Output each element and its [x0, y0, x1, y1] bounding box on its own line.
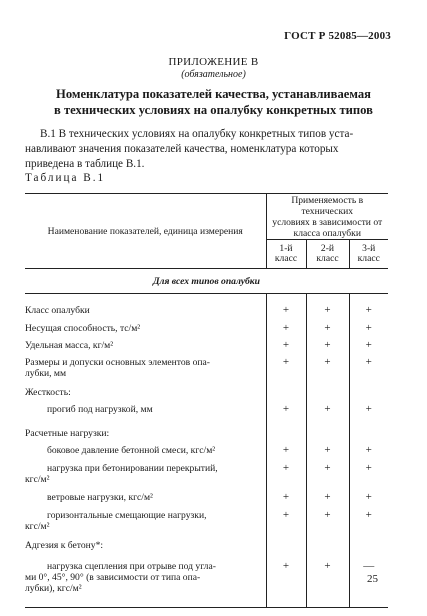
column-header-applicability: [266, 194, 388, 240]
class-2-mark: +: [306, 559, 349, 608]
row-name: [25, 426, 266, 443]
heading-line-1: Номенклатура показателей качества, устанавливаемая: [56, 87, 371, 101]
column-header-name: Наименование показателей, единица измерения: [25, 194, 266, 269]
paragraph-line-1: В.1 В технических условиях на опалубку конкретных типов уста-: [40, 128, 354, 140]
class-2-mark: +: [306, 402, 349, 426]
table-row: [25, 443, 388, 461]
class-1-mark: +: [282, 403, 290, 415]
class-1-mark: +: [282, 491, 290, 503]
class-1-mark: +: [282, 304, 290, 316]
class-3-mark: +: [365, 403, 372, 415]
column-header-class-3: [349, 240, 388, 269]
class-1-mark: [266, 385, 306, 402]
table-row: [25, 490, 388, 508]
class-3-number: 3-й: [362, 243, 376, 254]
row-name: [25, 508, 266, 538]
class-1-number: 1-й: [279, 243, 293, 254]
row-name-line: лубки), кгс/м²: [25, 583, 82, 594]
table-row: [25, 321, 388, 338]
class-1-mark: +: [266, 559, 306, 608]
row-name-line: Расчетные нагрузки:: [25, 428, 110, 439]
table-row: [25, 402, 388, 426]
class-1-mark: [266, 538, 306, 559]
table-row: [25, 385, 388, 402]
row-name-line: Размеры и допуски основных элементов опа-: [25, 357, 210, 368]
section-header: Для всех типов опалубки: [25, 269, 388, 294]
row-name-line: ми 0°, 45°, 90° (в зависимости от типа опа-: [25, 572, 201, 583]
page-number: 25: [367, 573, 378, 585]
row-name-line: боковое давление бетонной смеси, кгс/м²: [47, 445, 216, 456]
row-name: [25, 355, 266, 385]
class-3-mark: +: [365, 444, 372, 456]
row-name-line: Адгезия к бетону*:: [25, 540, 104, 551]
class-2-mark: +: [306, 355, 349, 385]
class-3-mark: +: [365, 509, 372, 521]
row-name-line: нагрузка при бетонировании перекрытий,: [47, 463, 218, 474]
class-2-mark: +: [306, 338, 349, 355]
applicability-header-line-1: Применяемость в технических: [291, 195, 364, 217]
row-name: [25, 538, 266, 559]
class-2-mark: [306, 385, 349, 402]
row-name: [25, 402, 266, 426]
table-row: [25, 355, 388, 385]
class-2-mark: [306, 426, 349, 443]
row-name-line: Жесткость:: [25, 387, 71, 398]
class-3-mark: —: [349, 559, 388, 608]
class-2-mark: +: [306, 294, 349, 322]
paragraph-line-3: приведена в таблице В.1.: [25, 158, 145, 170]
row-name-line: ветровые нагрузки, кгс/м²: [47, 492, 153, 503]
heading-line-2: в технических условиях на опалубку конкретных типов: [54, 103, 373, 117]
table-row: [25, 426, 388, 443]
row-name: [25, 559, 266, 608]
standard-number: ГОСТ Р 52085—2003: [284, 30, 391, 42]
row-name: [25, 321, 266, 338]
class-3-word: класс: [357, 253, 380, 264]
row-name: [25, 443, 266, 461]
class-1-mark: +: [282, 356, 290, 368]
class-3-mark: +: [365, 462, 372, 474]
row-name-line: горизонтальные смещающие нагрузки,: [47, 510, 207, 521]
row-name-line: прогиб под нагрузкой, мм: [47, 404, 153, 415]
class-3-mark: +: [365, 356, 372, 368]
class-2-word: класс: [316, 253, 339, 264]
applicability-header-line-3: класса опалубки: [293, 228, 361, 239]
table-row: [25, 294, 388, 322]
row-name: [25, 490, 266, 508]
class-1-mark: +: [282, 509, 290, 521]
row-name-line: Удельная масса, кг/м²: [25, 340, 114, 351]
class-1-mark: [266, 426, 306, 443]
appendix-title: ПРИЛОЖЕНИЕ В: [168, 56, 259, 68]
class-2-mark: +: [306, 321, 349, 338]
class-2-mark: +: [306, 508, 349, 538]
row-name: [25, 385, 266, 402]
class-2-number: 2-й: [320, 243, 335, 254]
class-1-mark: +: [282, 322, 290, 334]
class-2-mark: [306, 538, 349, 559]
paragraph-line-2: навливают значения показателей качества, номенклатура которых: [25, 143, 339, 155]
table-row: [25, 338, 388, 355]
class-2-mark: +: [306, 490, 349, 508]
table-row: [25, 461, 388, 490]
column-header-class-2: [306, 240, 349, 269]
class-3-mark: [349, 538, 388, 559]
class-3-mark: +: [365, 339, 372, 351]
class-1-mark: +: [282, 339, 290, 351]
class-1-word: класс: [274, 253, 298, 264]
row-name-line: кгс/м²: [25, 474, 50, 485]
class-3-mark: +: [365, 491, 372, 503]
table-row: [25, 538, 388, 559]
row-name-line: Класс опалубки: [25, 305, 90, 316]
row-name-line: кгс/м²: [25, 521, 50, 532]
class-2-mark: +: [306, 443, 349, 461]
row-name-line: Несущая способность, тс/м²: [25, 323, 141, 334]
row-name-line: нагрузка сцепления при отрыве под угла-: [47, 561, 216, 572]
class-3-mark: [349, 385, 388, 402]
table-row: [25, 508, 388, 538]
class-1-mark: +: [282, 444, 290, 456]
class-3-mark: [349, 426, 388, 443]
table-caption: Таблица В.1: [25, 172, 106, 184]
class-1-mark: +: [282, 462, 290, 474]
row-name: [25, 461, 266, 490]
row-name: [25, 294, 266, 322]
row-name-line: лубки, мм: [25, 368, 67, 379]
quality-indicators-table: [25, 193, 388, 608]
class-3-mark: +: [365, 304, 372, 316]
row-name: [25, 338, 266, 355]
class-2-mark: +: [306, 461, 349, 490]
appendix-status: (обязательное): [181, 69, 246, 80]
applicability-header-line-2: условиях в зависимости от: [272, 217, 383, 228]
column-header-class-1: [266, 240, 306, 269]
table-row: [25, 559, 388, 608]
class-3-mark: +: [365, 322, 372, 334]
